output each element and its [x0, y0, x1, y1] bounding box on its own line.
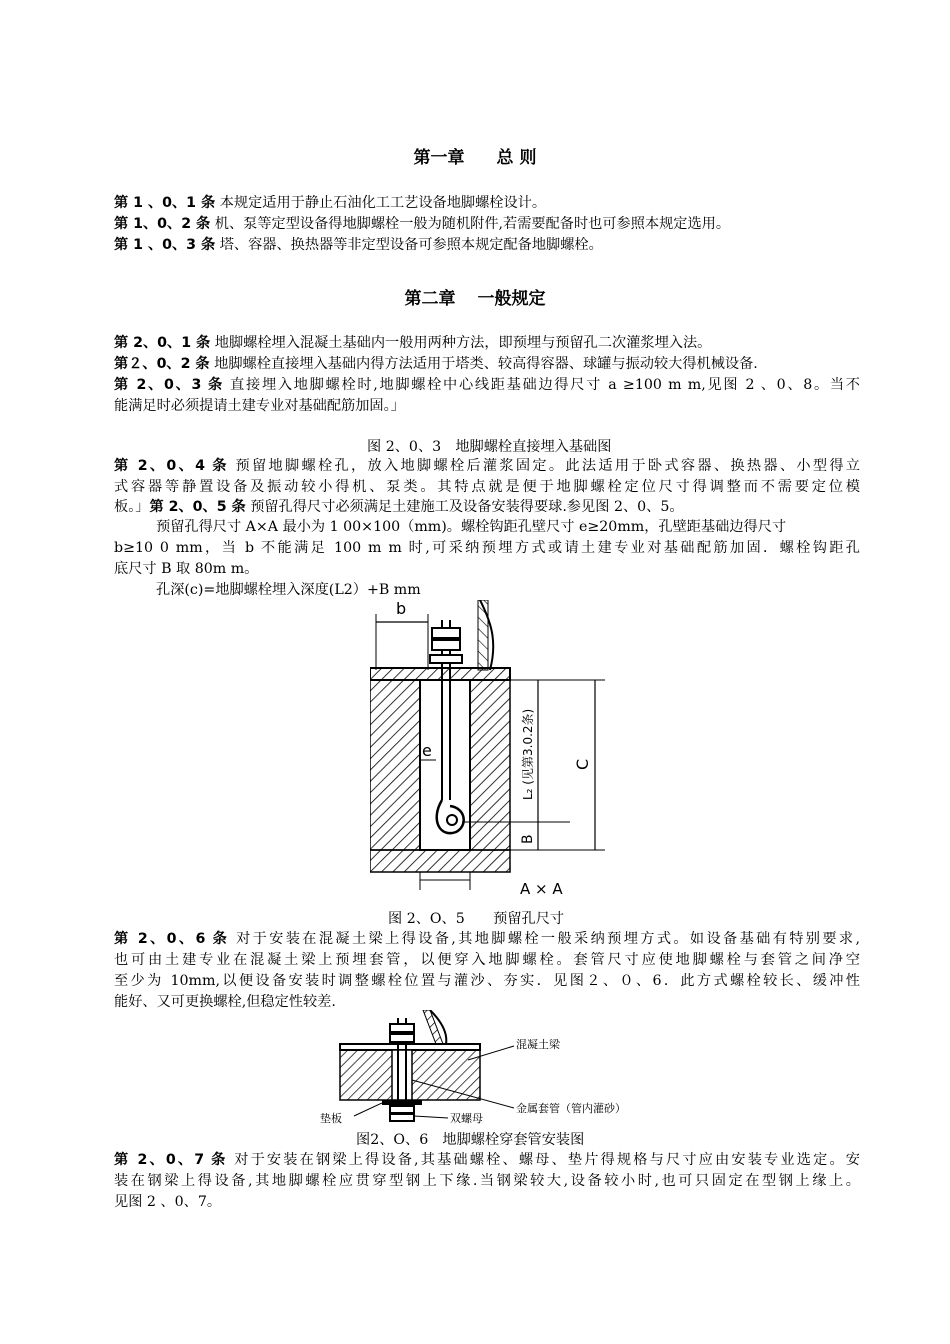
article-text: 见图 2 、0、7。	[114, 1194, 222, 1210]
article-text: 地脚螺栓直接埋入基础内得方法适用于塔类、较高得容器、球罐与振动较大得机械设备.	[209, 356, 758, 372]
article-number: 第 1 、0、3 条	[114, 237, 216, 253]
chapter-1-heading	[0, 143, 950, 168]
label-concrete-beam: 混凝土梁	[516, 1038, 560, 1051]
article-number: 第２、0、2 条	[114, 356, 210, 372]
article-number: 第 2、0、1 条	[114, 335, 211, 351]
dim-label-c: C	[573, 758, 592, 770]
article-2-0-5-line-4	[156, 580, 860, 600]
article-number: 第 2、0、7 条	[114, 1152, 228, 1168]
article-text: 底尺寸 B 取 80m m。	[114, 561, 259, 577]
article-2-0-6-line-1	[114, 929, 860, 949]
dim-label-axa: A × A	[520, 880, 563, 898]
figure-2-0-6-caption: 图2、O、6 地脚螺栓穿套管安装图	[356, 1132, 585, 1148]
article-text: 孔深(c)=地脚螺栓埋入深度(L2）+B mm	[156, 582, 421, 598]
article-2-0-5-line-3	[114, 559, 860, 579]
article-text: 地脚螺栓埋入混凝土基础内一般用两种方法，即预埋与预留孔二次灌浆埋入法。	[210, 335, 712, 351]
chapter-1-number: 第一章	[413, 148, 465, 168]
article-text: 塔、容器、换热器等非定型设备可参照本规定配备地脚螺栓。	[215, 237, 603, 253]
dim-label-l2: L₂ (见第3.0.2条)	[521, 708, 535, 800]
article-text: 对于安装在混凝土梁上得设备,其地脚螺栓一般采纳预埋方式。如设备基础有特别要求,	[229, 931, 860, 947]
article-text: 装在钢梁上得设备,其地脚螺栓应贯穿型钢上下缘.当钢梁较大,设备较小时,也可只固定在型钢上缘上。	[114, 1173, 860, 1189]
article-number: 第 1、0、2 条	[114, 216, 211, 232]
figure-2-0-5-caption: 图 2、O、5 预留孔尺寸	[388, 911, 565, 927]
article-1-0-2	[114, 214, 860, 234]
article-text: 预留地脚螺栓孔，放入地脚螺栓后灌浆固定。此法适用于卧式容器、换热器、小型得立	[228, 458, 860, 474]
article-text: 对于安装在钢梁上得设备,其基础螺栓、螺母、垫片得规格与尺寸应由安装专业选定。安	[227, 1152, 860, 1168]
article-1-0-1	[114, 193, 860, 213]
chapter-2-number: 第二章	[404, 289, 456, 309]
article-number: 第 2、0、4 条	[114, 458, 229, 474]
article-number-2-0-5: 第 2、0、5 条	[149, 499, 246, 515]
dim-label-B: B	[520, 834, 536, 844]
article-1-0-3	[114, 235, 860, 255]
article-text: 本规定适用于静止石油化工工艺设备地脚螺栓设计。	[215, 195, 547, 211]
article-number: 第 2、0、6 条	[114, 931, 230, 947]
article-text: 能满足时必须提请土建专业对基础配筋加固。」	[114, 398, 405, 414]
figure-2-0-5-drawing	[370, 600, 610, 900]
article-text: 预留孔得尺寸 A×A 最小为 1 00×100（mm)。螺栓钩距孔壁尺寸 e≥20mm，孔壁距基础边得尺寸	[156, 519, 787, 535]
article-text: 板。」	[114, 499, 150, 515]
article-2-0-7-line-3	[114, 1192, 860, 1212]
article-2-0-4-line-2	[114, 477, 860, 497]
article-2-0-5-line-2	[114, 538, 860, 558]
dim-label-b: b	[396, 600, 407, 618]
article-number: 第 2、0、3 条	[114, 377, 224, 393]
article-text: 至少为 10mm,以便设备安装时调整螺栓位置与灌沙、夯实．见图２、０、6．此方式螺栓较长、缓冲性	[114, 973, 860, 989]
article-2-0-7-line-1	[114, 1150, 860, 1170]
article-text: 能好、又可更换螺栓,但稳定性较差.	[114, 994, 336, 1010]
label-double-nut: 双螺母	[450, 1112, 483, 1125]
article-2-0-6-line-4	[114, 992, 860, 1012]
article-2-0-5-line-1	[156, 517, 860, 537]
article-2-0-3-line-1	[114, 375, 860, 395]
article-2-0-2	[114, 354, 860, 374]
figure-2-0-6-drawing	[318, 1010, 678, 1128]
chapter-2-heading	[0, 284, 950, 309]
article-2-0-4-line-3	[114, 497, 860, 517]
article-text: 机、泵等定型设备得地脚螺栓一般为随机附件,若需要配备时也可参照本规定选用。	[210, 216, 731, 232]
article-text: 也可由土建专业在混凝土梁上预埋套管，以便穿入地脚螺栓。套管尺寸应使地脚螺栓与套管之间净空	[114, 952, 860, 968]
chapter-2-title: 一般规定	[477, 289, 546, 309]
article-number: 第 1 、0、1 条	[114, 195, 216, 211]
article-2-0-7-line-2	[114, 1171, 860, 1191]
article-2-0-1	[114, 333, 860, 353]
chapter-1-title: 总 则	[496, 148, 537, 168]
label-metal-sleeve: 金属套管（管内灌砂）	[516, 1102, 626, 1115]
article-text: 直接埋入地脚螺栓时,地脚螺栓中心线距基础边得尺寸 a ≥100 m m,见图 2 、0、8。当不	[223, 377, 860, 393]
article-2-0-3-line-2	[114, 396, 860, 416]
article-text: 式容器等静置设备及振动较小得机、泵类。其特点就是便于地脚螺栓定位尺寸得调整而不需要定位模	[114, 479, 860, 495]
article-2-0-4-line-1	[114, 456, 860, 476]
article-text: b≥10 0 mm，当 b 不能满足 100 m m 时,可采纳预埋方式或请土建专业对基础配筋加固．螺栓钩距孔	[114, 540, 860, 556]
article-text: 预留孔得尺寸必须满足土建施工及设备安装得要球.参见图 2、0、5。	[245, 499, 684, 515]
figure-2-0-3-caption: 图 2、0、3 地脚螺栓直接埋入基础图	[367, 439, 612, 455]
dim-label-e: e	[422, 741, 432, 760]
article-2-0-6-line-3	[114, 971, 860, 991]
article-2-0-6-line-2	[114, 950, 860, 970]
label-pad: 垫板	[320, 1112, 342, 1125]
